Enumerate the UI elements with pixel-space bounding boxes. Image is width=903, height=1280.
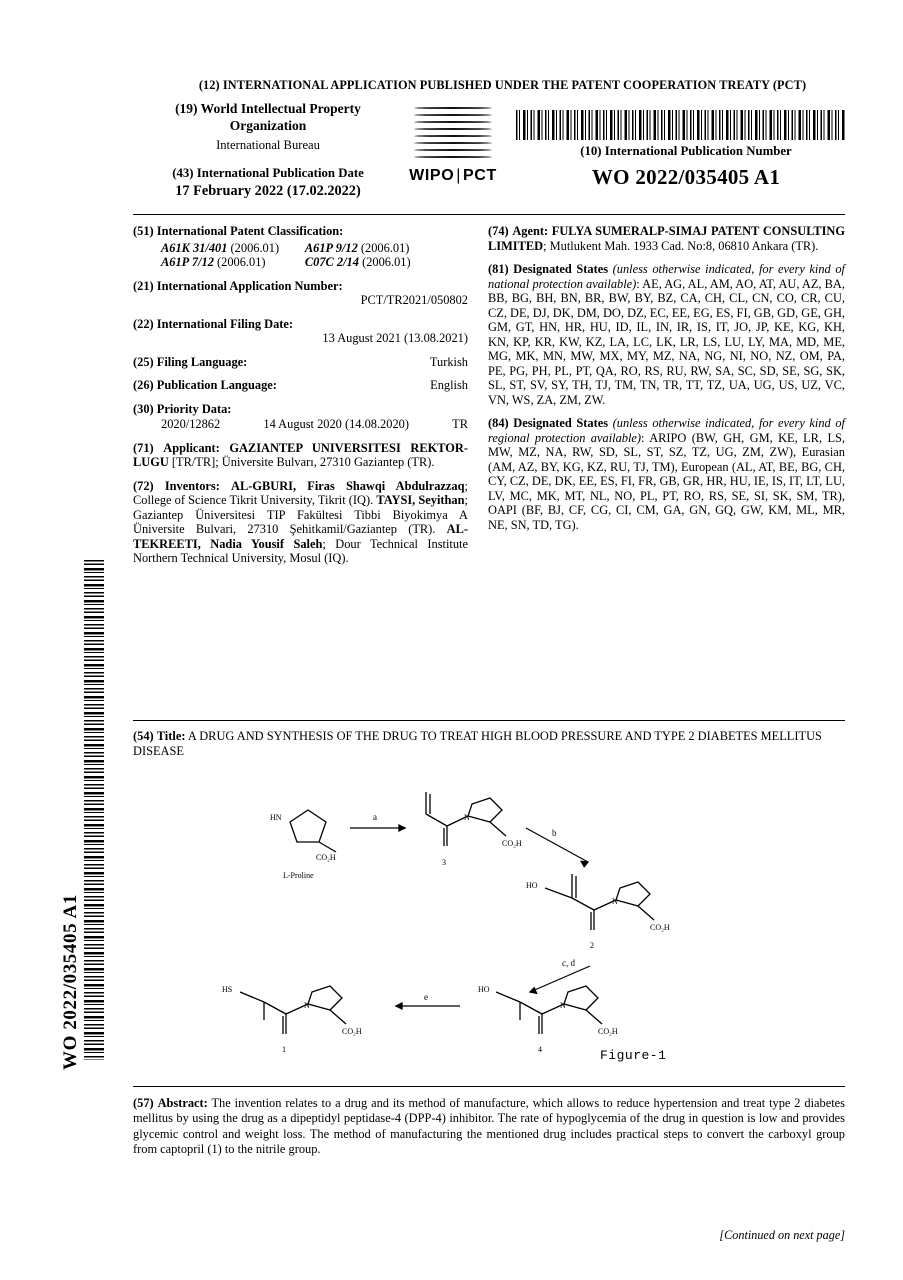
divider-middle bbox=[133, 720, 845, 721]
field-designated-regional-label: Designated States bbox=[513, 416, 609, 430]
inventor-2-address: ; Gaziantep Üniversitesi TIP Fakültesi Tibbi Biyokimya A Üniversite Bulvari, 27310 Şehitkamil/Gaziantep (TR). bbox=[133, 493, 468, 536]
field-publication-language bbox=[133, 378, 468, 393]
field-ipc-label: International Patent Classification: bbox=[156, 224, 344, 238]
title-label: Title: bbox=[156, 729, 186, 743]
field-filing-date-num: (22) bbox=[133, 316, 154, 331]
svg-text:2: 2 bbox=[590, 941, 594, 950]
field-publication-language-value: English bbox=[430, 378, 468, 392]
org-line-3: International Bureau bbox=[216, 137, 320, 152]
field-agent-num: (74) bbox=[488, 224, 509, 238]
svg-text:CO₂H: CO₂H bbox=[650, 923, 670, 932]
ipc-year-4: (2006.01) bbox=[362, 255, 411, 269]
field-designated-states-national bbox=[488, 262, 845, 407]
agent-name: FULYA SUMERALP-SIMAJ PATENT CONSULTING LIMITED bbox=[488, 224, 845, 253]
field-filing-language-value: Turkish bbox=[429, 354, 468, 369]
ipc-code-1: A61K 31/401 bbox=[161, 240, 228, 255]
field-applicant-num: (71) bbox=[133, 440, 154, 455]
abstract-label: Abstract: bbox=[157, 1096, 208, 1110]
field-priority-label: Priority Data: bbox=[156, 401, 232, 416]
svg-text:HS: HS bbox=[222, 985, 233, 994]
designated-regional-note: (unless otherwise indicated, for every kind of regional protection available) bbox=[488, 416, 845, 445]
field-application-number bbox=[133, 279, 468, 308]
barcode-bars bbox=[516, 110, 846, 140]
inventor-3-address: ; Dour Technical Institute Northern Technical University, Mosul (IQ). bbox=[133, 536, 468, 565]
publication-number-block bbox=[516, 144, 856, 190]
svg-text:N: N bbox=[612, 897, 618, 906]
figure-caption: Figure-1 bbox=[600, 1048, 667, 1063]
svg-text:HN: HN bbox=[270, 813, 282, 822]
wipo-rings-icon bbox=[414, 105, 492, 163]
bibliographic-left-column bbox=[133, 224, 468, 575]
pct-banner: (12) INTERNATIONAL APPLICATION PUBLISHED UNDER THE PATENT COOPERATION TREATY (PCT) bbox=[198, 78, 807, 92]
field-applicant-label: Applicant: bbox=[163, 440, 220, 455]
field-application-number-value: PCT/TR2021/050802 bbox=[360, 293, 468, 307]
inventor-3-name: AL-TEKREETI, Nadia Yousif Saleh bbox=[133, 522, 469, 551]
svg-text:4: 4 bbox=[538, 1045, 542, 1054]
title-text: A DRUG AND SYNTHESIS OF THE DRUG TO TREAT HIGH BLOOD PRESSURE AND TYPE 2 DIABETES MELLITUS DISEASE bbox=[133, 729, 822, 758]
org-line-1: (19) World Intellectual Property bbox=[175, 101, 361, 116]
field-priority-data bbox=[133, 402, 468, 432]
inventor-2-name: TAYSI, Seyithan bbox=[376, 493, 465, 507]
applicant-name: GAZIANTEP UNIVERSITESI REKTOR-LUGU bbox=[133, 440, 468, 469]
field-publication-language-label: Publication Language: bbox=[156, 378, 277, 392]
org-line-2: Organization bbox=[229, 118, 307, 134]
svg-text:c, d: c, d bbox=[562, 958, 575, 968]
publication-date-value: 17 February 2022 (17.02.2022) bbox=[175, 183, 361, 200]
field-ipc bbox=[133, 224, 468, 270]
designated-regional-list: : ARIPO (BW, GH, GM, KE, LR, LS, MW, MZ, NA, RW, SD, SL, ST, SZ, TZ, UG, ZM, ZW), Eurasian (AM, AZ, BY, KG, KZ, RU, TJ, TM), European (AL, AT, BE, BG, CH, CY, CZ, DE, DK, EE, ES, FI, FR, GB, GR, HR, HU, IE, IS, IT, LT, LU, LV, MC, MK, MT, NL, NO, PL, PT, RO, RS, SE, SI, SK, SM, TR), OAPI (BF, BJ, CF, CG, CI, CM, GA, GN, GQ, GW, KM, ML, MR, NE, SN, TD, TG). bbox=[488, 430, 845, 532]
divider-bottom bbox=[133, 1086, 845, 1087]
continued-note: [Continued on next page] bbox=[719, 1228, 845, 1242]
title-num: (54) bbox=[133, 729, 154, 743]
svg-text:N: N bbox=[304, 1001, 310, 1010]
priority-date: 14 August 2020 (14.08.2020) bbox=[263, 417, 409, 431]
field-application-number-num: (21) bbox=[133, 278, 154, 293]
designated-states-note: (unless otherwise indicated, for every kind of national protection available) bbox=[488, 262, 845, 291]
field-ipc-number: (51) bbox=[133, 224, 154, 238]
svg-text:N: N bbox=[464, 813, 470, 822]
svg-text:CO₂H: CO₂H bbox=[502, 839, 522, 848]
svg-text:CO₂H: CO₂H bbox=[342, 1027, 362, 1036]
wipo-wordmark bbox=[398, 167, 508, 185]
invention-title bbox=[133, 729, 845, 759]
svg-text:CO₂H: CO₂H bbox=[598, 1027, 618, 1036]
svg-text:b: b bbox=[552, 828, 557, 838]
svg-text:L-Proline: L-Proline bbox=[283, 871, 314, 880]
publication-number-label: (10) International Publication Number bbox=[580, 144, 792, 158]
svg-text:e: e bbox=[424, 992, 428, 1002]
publication-barcode bbox=[516, 110, 846, 140]
ipc-year-3: (2006.01) bbox=[217, 255, 266, 269]
field-inventors bbox=[133, 479, 468, 566]
field-designated-states-num: (81) bbox=[488, 262, 509, 276]
field-agent-label: Agent: bbox=[512, 224, 549, 238]
priority-country: TR bbox=[452, 417, 468, 431]
field-inventors-num: (72) bbox=[133, 478, 154, 493]
priority-number: 2020/12862 bbox=[161, 417, 221, 431]
inventor-1-address: ; College of Science Tikrit University, Tikrit (IQ). bbox=[133, 478, 468, 507]
abstract-text: The invention relates to a drug and its method of manufacture, which allows to reduce hypertension and treat type 2 diabetes mellitus by using the drug as a dipeptidyl peptidase-4 (DPP-4) inhibitor. The rate of hypoglycemia of the drug in question is low and provides glycemic control and weight loss. The method of manufacturing the mentioned drug includes practical steps to convert the carboxyl group from captopril (1) to the nitrile group. bbox=[133, 1096, 845, 1156]
field-applicant bbox=[133, 441, 468, 470]
wipo-word-sep: | bbox=[456, 167, 462, 184]
field-inventors-label: Inventors: bbox=[164, 478, 220, 493]
agent-address: ; Mutlukent Mah. 1933 Cad. No:8, 06810 Ankara (TR). bbox=[543, 238, 819, 253]
ipc-year-2: (2006.01) bbox=[360, 240, 410, 255]
svg-text:a: a bbox=[373, 812, 377, 822]
svg-text:N: N bbox=[560, 1001, 566, 1010]
applicant-address: [TR/TR]; Üniversite Bulvarı, 27310 Gaziantep (TR). bbox=[168, 455, 435, 469]
field-designated-regional-num: (84) bbox=[488, 416, 509, 430]
field-filing-language-num: (25) bbox=[133, 354, 154, 369]
svg-text:CO₂H: CO₂H bbox=[316, 853, 336, 862]
field-filing-language-label: Filing Language: bbox=[156, 354, 248, 369]
ipc-code-4: C07C 2/14 bbox=[304, 255, 359, 269]
reaction-scheme-svg bbox=[190, 770, 810, 1070]
wipo-word-right: PCT bbox=[463, 167, 497, 184]
field-priority-num: (30) bbox=[133, 401, 154, 416]
field-filing-date bbox=[133, 317, 468, 346]
field-publication-language-num: (26) bbox=[133, 378, 154, 392]
wipo-org-block bbox=[143, 100, 393, 200]
spine-barcode bbox=[84, 560, 104, 1060]
svg-text:3: 3 bbox=[442, 858, 446, 867]
field-application-number-label: International Application Number: bbox=[156, 278, 343, 293]
svg-text:HO: HO bbox=[526, 881, 538, 890]
ipc-code-3: A61P 7/12 bbox=[161, 255, 214, 269]
publication-number-value: WO 2022/035405 A1 bbox=[591, 165, 781, 189]
svg-text:HO: HO bbox=[478, 985, 490, 994]
field-designated-states-label: Designated States bbox=[513, 262, 609, 276]
wipo-word-left: WIPO bbox=[409, 167, 455, 184]
inventor-1-name: AL-GBURI, Firas Shawqi Abdulrazzaq bbox=[231, 478, 465, 493]
abstract-num: (57) bbox=[133, 1096, 154, 1110]
wipo-logo bbox=[398, 105, 508, 185]
field-filing-language bbox=[133, 355, 468, 370]
divider-top bbox=[133, 214, 845, 215]
ipc-code-2: A61P 9/12 bbox=[304, 240, 358, 255]
field-filing-date-label: International Filing Date: bbox=[156, 316, 294, 331]
designated-states-list: : AE, AG, AL, AM, AO, AT, AU, AZ, BA, BB, BG, BH, BN, BR, BW, BY, BZ, CA, CH, CL, CN, CO, CR, CU, CZ, DE, DJ, DK, DM, DO, DZ, EC, EE, EG, ES, FI, GB, GD, GE, GH, GM, GT, HN, HR, HU, ID, IL, IN, IR, IS, IT, JO, JP, KE, KG, KH, KN, KP, KR, KW, KZ, LA, LC, LK, LR, LS, LU, LY, MA, MD, ME, MG, MK, MN, MW, MX, MY, MZ, NA, NG, NI, NO, NZ, OM, PA, PE, PG, PH, PL, PT, QA, RO, RS, RU, RW, SA, SC, SD, SE, SG, SK, SL, ST, SV, SY, TH, TJ, TM, TN, TR, TT, TZ, UA, UG, US, UZ, VC, VN, WS, ZA, ZM, ZW. bbox=[488, 276, 845, 407]
field-agent bbox=[488, 224, 845, 253]
field-filing-date-value: 13 August 2021 (13.08.2021) bbox=[322, 331, 468, 345]
figure-scheme bbox=[190, 770, 810, 1070]
spine-publication-number: WO 2022/035405 A1 bbox=[60, 894, 81, 1070]
ipc-year-1: (2006.01) bbox=[230, 240, 280, 255]
publication-date-label: (43) International Publication Date bbox=[172, 165, 364, 180]
svg-text:1: 1 bbox=[282, 1045, 286, 1054]
field-designated-states-regional bbox=[488, 416, 845, 532]
bibliographic-right-column bbox=[488, 224, 845, 541]
abstract bbox=[133, 1096, 845, 1157]
